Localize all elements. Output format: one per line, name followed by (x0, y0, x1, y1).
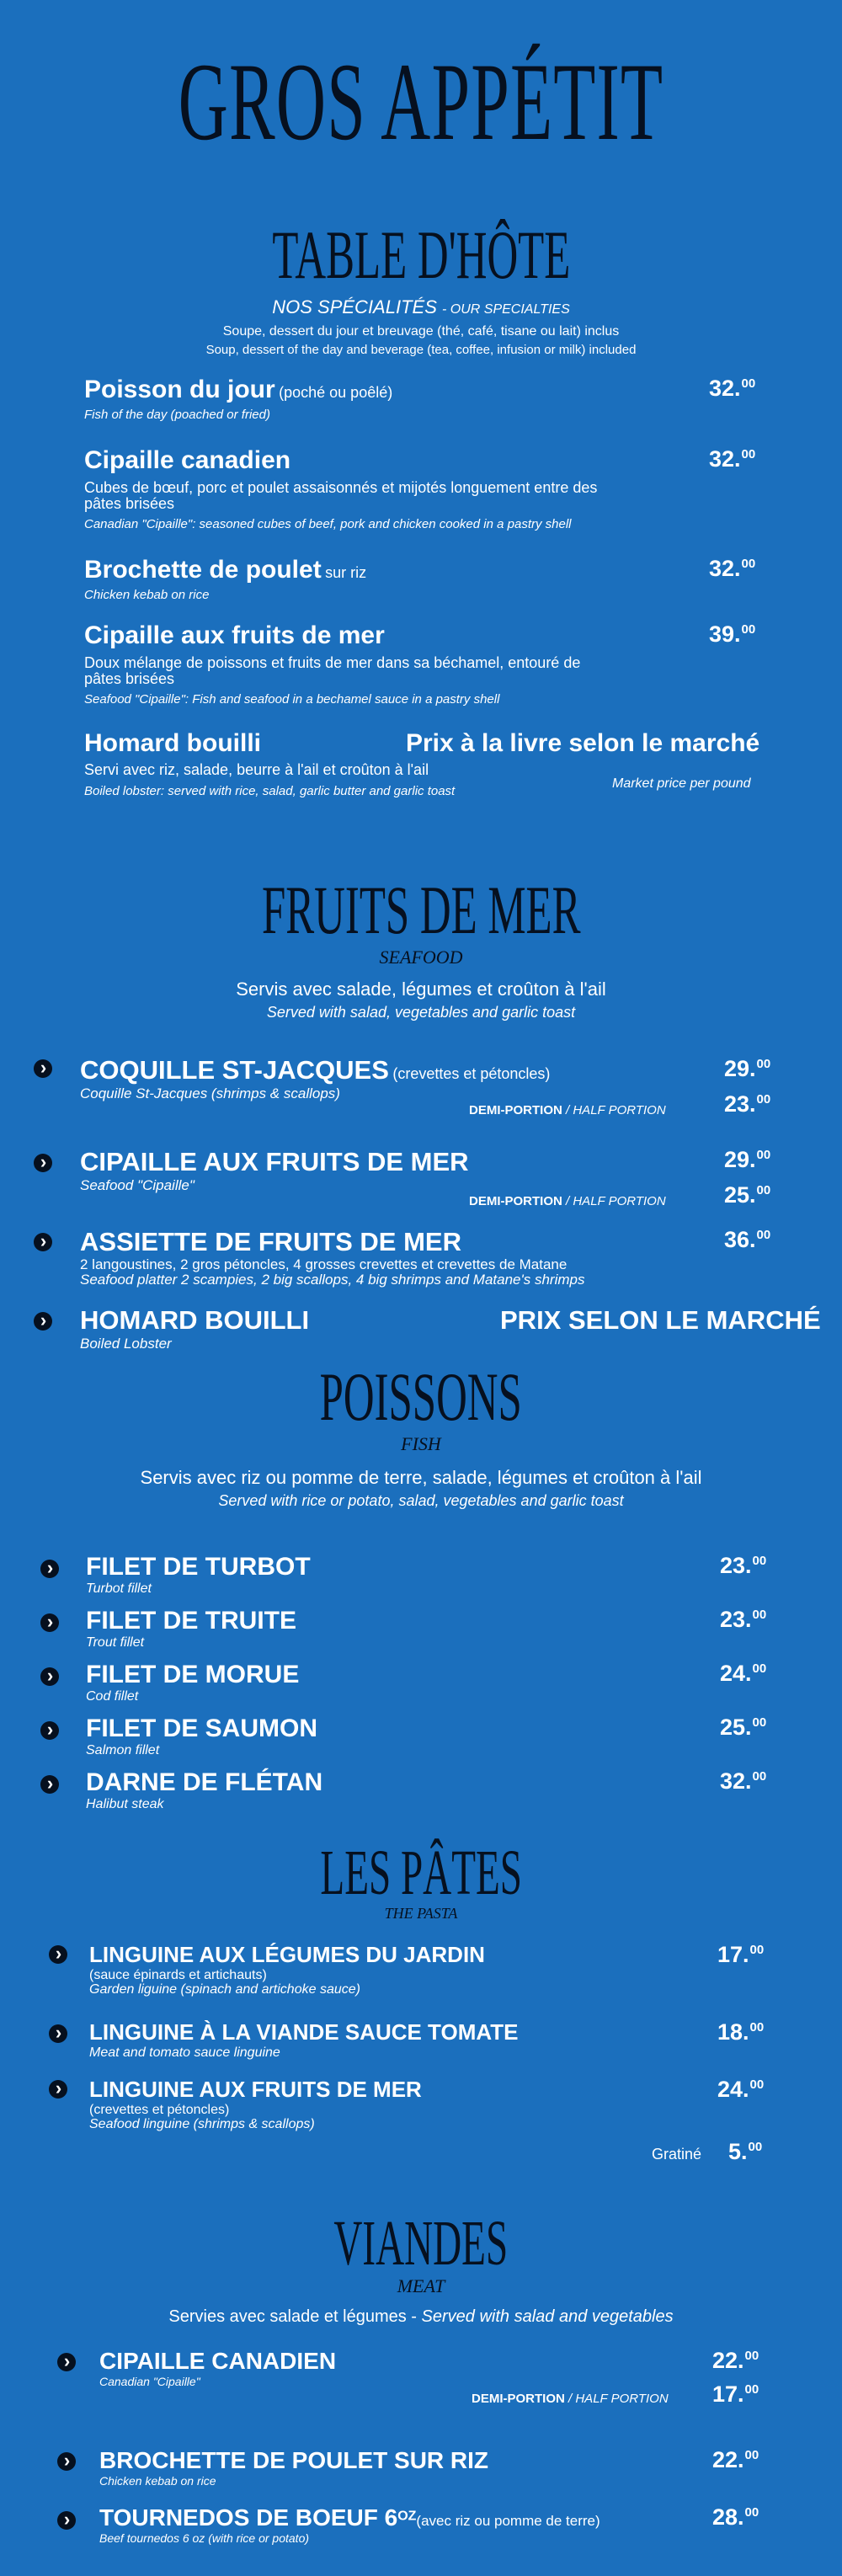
section-subtitle-pasta: THE PASTA (384, 1905, 458, 1922)
fish-intro-en: Served with rice or potato, salad, vegetables and garlic toast (218, 1492, 624, 1509)
menu-item: Cipaille canadien Cubes de bœuf, porc et poulet assaisonnés et mijotés longuement entre des pâtes brisées Canadian "Cipaille": seasoned cubes of beef, pork and chicken cooked in a pastry shell (84, 446, 598, 531)
section-title-fish: POISSONS (319, 1358, 523, 1435)
market-price: PRIX SELON LE MARCHÉ (500, 1305, 821, 1335)
market-price: Prix à la livre selon le marché (406, 729, 760, 757)
menu-item: FILET DE TRUITE Trout fillet (86, 1607, 296, 1650)
menu-item: BROCHETTE DE POULET SUR RIZ Chicken kebab on rice (99, 2447, 489, 2488)
price: 28.00 (712, 2504, 759, 2530)
price: 24.00 (720, 1661, 767, 1686)
menu-item: FILET DE TURBOT Turbot fillet (86, 1553, 311, 1596)
section-title-seafood: FRUITS DE MER (261, 872, 581, 948)
menu-item: CIPAILLE CANADIEN Canadian "Cipaille" (99, 2348, 337, 2388)
price: 32.00 (709, 376, 756, 401)
price: 17.00 (717, 1942, 765, 1967)
section-subtitle-fish: FISH (401, 1433, 441, 1454)
section-title-table-hote: TABLE D'HÔTE (272, 216, 570, 293)
section-subtitle-seafood: SEAFOOD (379, 947, 463, 968)
restaurant-name: GROS APPÉTIT (178, 40, 664, 163)
price: 29.00 (724, 1147, 771, 1172)
menu-item: Homard bouilli Servi avec riz, salade, beurre à l'ail et croûton à l'ail Boiled lobster: served with rice, salad, garlic butter and garlic toast (84, 729, 456, 798)
menu-item: Brochette de poulet sur riz Chicken kebab on rice (84, 556, 367, 602)
price: 32.00 (720, 1768, 767, 1794)
meat-intro: Servies avec salade et légumes - Served with salad and vegetables (168, 2307, 674, 2326)
menu-item: Cipaille aux fruits de mer Doux mélange de poissons et fruits de mer dans sa béchamel, entouré de pâtes brisées Seafood "Cipaille": Fish and seafood in a bechamel sauce in a pastry shell (84, 621, 581, 707)
seafood-intro-fr: Servis avec salade, légumes et croûton à l'ail (236, 979, 606, 1000)
bullet-arrow-icon (40, 1775, 59, 1794)
menu-item: TOURNEDOS DE BOEUF $6^{OZ}(avec$ riz ou pomme de terre) Beef tournedos 6 oz (with rice or potato) (99, 2504, 600, 2545)
bullet-arrow-icon (57, 2452, 76, 2471)
half-price: 17.00 (712, 2381, 759, 2407)
price: 24.00 (717, 2077, 765, 2102)
bullet-arrow-icon (49, 1945, 67, 1964)
bullet-arrow-icon (57, 2353, 76, 2371)
menu-item: Poisson du jour (poché ou poêlé) Fish of the day (poached or fried) (84, 376, 393, 422)
menu-item: FILET DE SAUMON Salmon fillet (86, 1715, 317, 1757)
bullet-arrow-icon (49, 2080, 67, 2099)
fish-intro-fr: Servis avec riz ou pomme de terre, salade, légumes et croûton à l'ail (140, 1467, 702, 1488)
gratine-price: 5.00 (728, 2139, 763, 2164)
price: 23.00 (720, 1607, 767, 1632)
included-note-fr: Soupe, dessert du jour et breuvage (thé, café, tisane ou lait) inclus (222, 324, 620, 339)
gratine-label: Gratiné (652, 2146, 702, 2163)
price: 23.00 (720, 1553, 767, 1578)
half-portion-label: DEMI-PORTION / HALF PORTION (469, 1103, 666, 1117)
bullet-arrow-icon (40, 1721, 59, 1740)
price: 22.00 (712, 2348, 759, 2373)
price: 22.00 (712, 2447, 759, 2472)
half-price: 23.00 (724, 1091, 771, 1117)
menu-item: LINGUINE AUX LÉGUMES DU JARDIN (sauce épinards et artichauts) Garden liguine (spinach and artichoke sauce) (89, 1942, 485, 1997)
price: 32.00 (709, 446, 756, 472)
section-subtitle-meat: MEAT (397, 2275, 445, 2296)
price: 32.00 (709, 556, 756, 581)
section-title-pasta: LES PÂTES (320, 1837, 522, 1908)
menu-item: COQUILLE ST-JACQUES (crevettes et pétoncles) Coquille St-Jacques (shrimps & scallops) (80, 1055, 551, 1101)
price: 29.00 (724, 1056, 771, 1081)
half-portion-label: DEMI-PORTION / HALF PORTION (472, 2392, 669, 2406)
seafood-intro-en: Served with salad, vegetables and garlic toast (266, 1004, 576, 1021)
bullet-arrow-icon (49, 2024, 67, 2043)
half-portion-label: DEMI-PORTION / HALF PORTION (469, 1194, 666, 1208)
section-title-meat: VIANDES (333, 2208, 509, 2279)
menu-item: LINGUINE AUX FRUITS DE MER (crevettes et pétoncles) Seafood linguine (shrimps & scallops) (89, 2077, 422, 2131)
price: 18.00 (717, 2019, 765, 2045)
menu-item: CIPAILLE AUX FRUITS DE MER Seafood "Cipaille" (80, 1147, 469, 1193)
price: 25.00 (720, 1715, 767, 1740)
menu-item: LINGUINE À LA VIANDE SAUCE TOMATE Meat and tomato sauce linguine (89, 2019, 519, 2060)
bullet-arrow-icon (57, 2511, 76, 2530)
specialties-heading: NOS SPÉCIALITÉS - OUR SPECIALTIES (272, 296, 570, 317)
menu-item: DARNE DE FLÉTAN Halibut steak (86, 1768, 323, 1811)
menu-item: ASSIETTE DE FRUITS DE MER 2 langoustines, 2 gros pétoncles, 4 grosses crevettes et crevettes de Matane Seafood platter 2 scampies, 2 big scallops, 4 big shrimps and Matane's shrimps (80, 1227, 585, 1288)
half-price: 25.00 (724, 1182, 771, 1208)
bullet-arrow-icon (40, 1667, 59, 1686)
bullet-arrow-icon (34, 1059, 52, 1078)
bullet-arrow-icon (40, 1560, 59, 1578)
menu-item: HOMARD BOUILLI Boiled Lobster (80, 1305, 310, 1352)
bullet-arrow-icon (34, 1154, 52, 1172)
menu-item: FILET DE MORUE Cod fillet (86, 1661, 300, 1704)
bullet-arrow-icon (34, 1312, 52, 1331)
bullet-arrow-icon (34, 1233, 52, 1251)
price: 39.00 (709, 621, 756, 647)
bullet-arrow-icon (40, 1613, 59, 1632)
price: 36.00 (724, 1227, 771, 1252)
market-price-en: Market price per pound (612, 776, 751, 791)
included-note-en: Soup, dessert of the day and beverage (tea, coffee, infusion or milk) included (205, 343, 637, 357)
